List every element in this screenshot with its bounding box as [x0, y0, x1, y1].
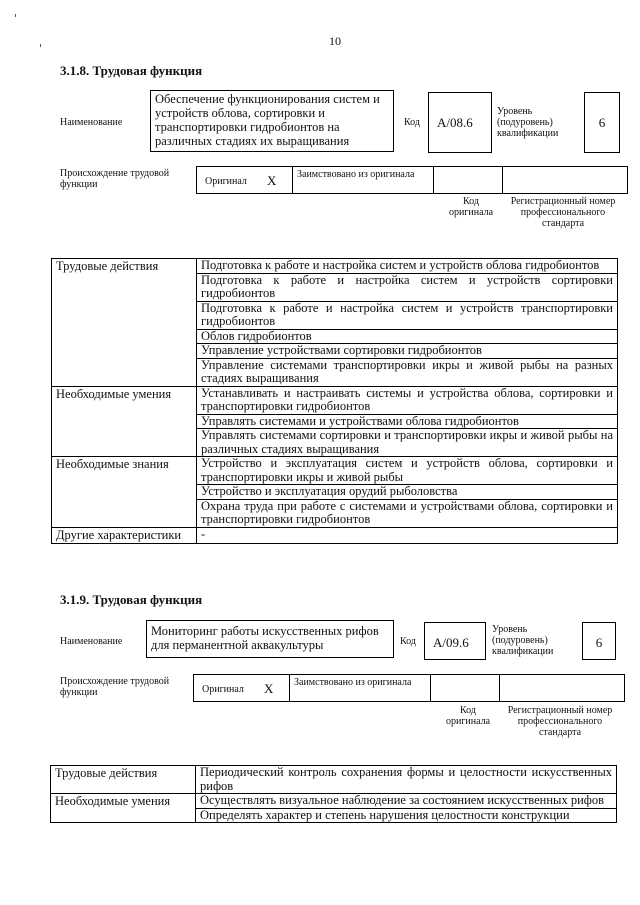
item-cell: - [197, 527, 618, 544]
item-cell: Подготовка к работе и настройка систем и устройств транспортировки гидробионтов [197, 301, 618, 329]
category-cell: Необходимые умения [51, 794, 196, 823]
origin-label: Происхождение трудовой функции [60, 676, 170, 698]
level-label: Уровень (подуровень) квалификации [492, 624, 554, 657]
qualification-level: 6 [584, 92, 620, 153]
category-cell: Другие характеристики [52, 527, 197, 544]
item-cell: Подготовка к работе и настройка систем и устройств сортировки гидробионтов [197, 273, 618, 301]
category-cell: Необходимые умения [52, 386, 197, 457]
scan-mark [40, 44, 41, 47]
function-name: Мониторинг работы искусственных рифов для перманентной аквакультуры [146, 620, 394, 658]
item-cell: Управлять системами сортировки и транспортировки икры и живой рыбы на различных стадиях выращивания [197, 429, 618, 457]
origin-label: Происхождение трудовой функции [60, 168, 170, 190]
function-code: A/08.6 [428, 92, 492, 153]
borrowed-label: Заимствовано из оригинала [297, 169, 415, 180]
divider [289, 675, 290, 701]
item-cell: Управление устройствами сортировки гидробионтов [197, 344, 618, 359]
borrowed-label: Заимствовано из оригинала [294, 677, 412, 688]
original-label: Оригинал [202, 684, 244, 695]
table-row [52, 527, 618, 544]
name-label: Наименование [60, 636, 123, 647]
orig-code-label: Код оригинала [448, 196, 494, 218]
origin-table [193, 674, 625, 702]
page-number: 10 [329, 34, 341, 48]
section-title: 3.1.8. Трудовая функция [60, 63, 203, 78]
function-code: A/09.6 [424, 622, 486, 660]
category-cell: Необходимые знания [52, 457, 197, 528]
table-row [52, 386, 618, 414]
item-cell: Подготовка к работе и настройка систем и устройств облова гидробионтов [197, 259, 618, 274]
code-label: Код [404, 117, 420, 128]
reg-number-label: Регистрационный номер профессионального стандарта [510, 196, 616, 229]
table-row [51, 794, 617, 809]
divider [430, 675, 431, 701]
divider [499, 675, 500, 701]
code-label: Код [400, 636, 416, 647]
item-cell: Охрана труда при работе с системами и устройствами облова, сортировки и транспортировки гидробионтов [197, 499, 618, 527]
origin-table [196, 166, 628, 194]
function-table [51, 258, 618, 544]
section-title: 3.1.9. Трудовая функция [60, 592, 203, 607]
function-table [50, 765, 617, 823]
item-cell: Определять характер и степень нарушения целостности конструкции [196, 808, 617, 823]
item-cell: Устанавливать и настраивать системы и устройства облова, сортировки и транспортировки гидробионтов [197, 386, 618, 414]
category-cell: Трудовые действия [51, 766, 196, 794]
reg-number-label: Регистрационный номер профессионального стандарта [507, 705, 613, 738]
divider [292, 167, 293, 193]
function-name: Обеспечение функционирования систем и устройств облова, сортировки и транспортировки гидробионтов на различных стадиях их выращивания [150, 90, 394, 152]
item-cell: Устройство и эксплуатация орудий рыболовства [197, 485, 618, 500]
divider [433, 167, 434, 193]
table-row [52, 259, 618, 274]
item-cell: Периодический контроль сохранения формы и целостности искусственных рифов [196, 766, 617, 794]
item-cell: Управление системами транспортировки икры и живой рыбы на разных стадиях выращивания [197, 358, 618, 386]
item-cell: Облов гидробионтов [197, 329, 618, 344]
original-label: Оригинал [205, 176, 247, 187]
name-label: Наименование [60, 117, 123, 128]
table-row [51, 766, 617, 794]
qualification-level: 6 [582, 622, 616, 660]
level-label: Уровень (подуровень) квалификации [497, 106, 559, 139]
original-mark: X [267, 173, 277, 188]
orig-code-label: Код оригинала [445, 705, 491, 727]
item-cell: Управлять системами и устройствами облова гидробионтов [197, 414, 618, 429]
category-cell: Трудовые действия [52, 259, 197, 387]
table-row [52, 457, 618, 485]
divider [502, 167, 503, 193]
item-cell: Устройство и эксплуатация систем и устройств облова, сортировки и транспортировки икры и живой рыбы [197, 457, 618, 485]
original-mark: X [264, 681, 274, 696]
item-cell: Осуществлять визуальное наблюдение за состоянием искусственных рифов [196, 794, 617, 809]
scan-mark [15, 14, 16, 17]
